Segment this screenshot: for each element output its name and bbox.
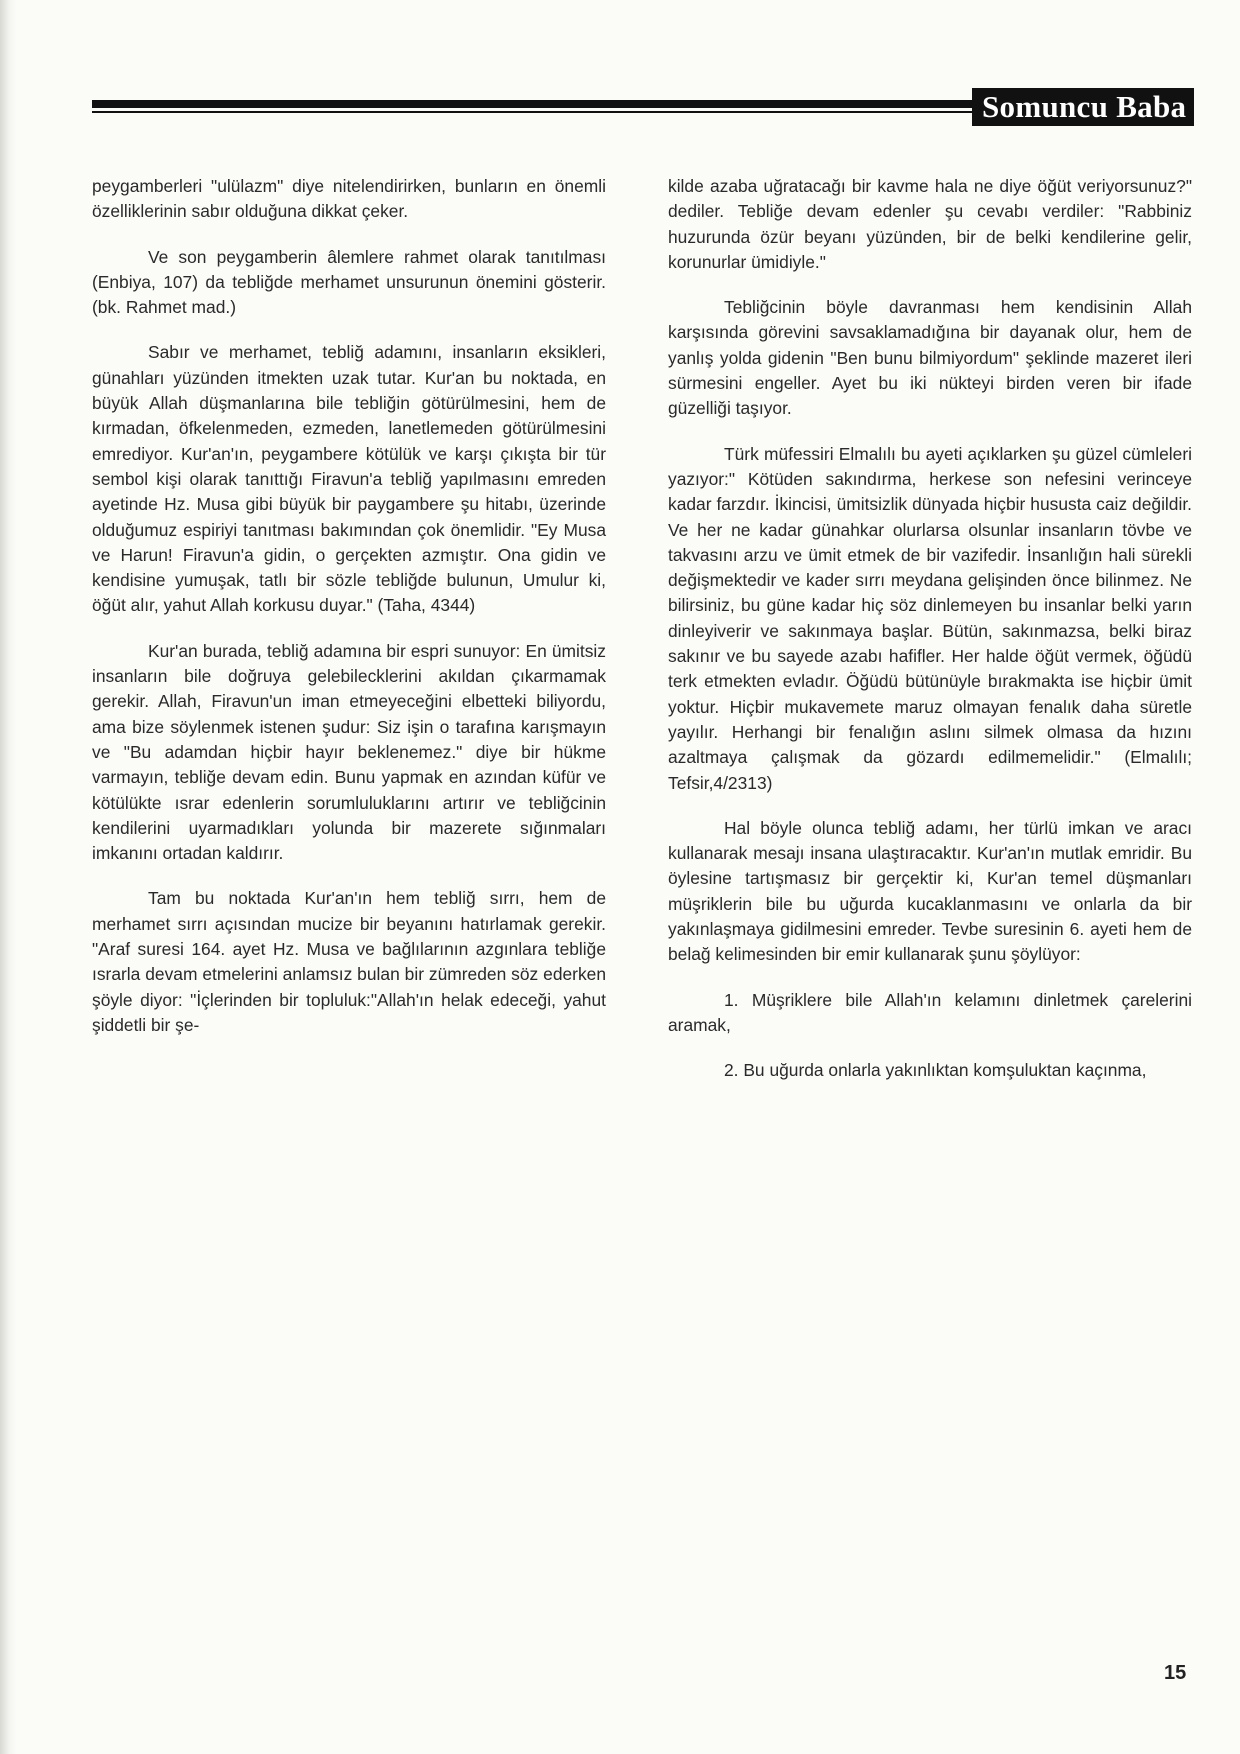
left-paragraph-2: Ve son peygamberin âlemlere rahmet olarak tanıtılması (Enbiya, 107) da tebliğde merhamet unsurunun önemini gösterir. (bk. Rahmet mad.) <box>92 246 606 318</box>
right-paragraph-2: Tebliğcinin böyle davranması hem kendisinin Allah karşısında görevini savsaklamadığına bir dayanak olur, hem de yanlış yolda gidenin "Ben bunu bilmiyordum" şeklinde mazeret ileri sürmesini engeller. Ayet bu iki nükteyi birden veren bir ifade güzelliği taşıyor. <box>668 297 1192 419</box>
magazine-title: Somuncu Baba <box>972 88 1194 126</box>
right-list-item-2: 2. Bu uğurda onlarla yakınlıktan komşuluktan kaçınma, <box>724 1060 1147 1081</box>
right-paragraph-3: Türk müfessiri Elmalılı bu ayeti açıklarken şu güzel cümleleri yazıyor:" Kötüden sakındırma, herkese son nefesini verinceye kadar farzdır. İkincisi, ümitsizlik dünyada hiçbir hususta caiz değildir. Ve her ne kadar günahkar olurlarsa olsunlar insanların tövbe ve takvasını arzu ve ümit etmek de bir vazifedir. İnsanlığın hali sürekli değişmektedir ve kader sırrı meydana gelişinden önce bilinmez. Ne bilirsiniz, bu güne kadar hiç söz dinlemeyen bu insanlar belki yarın dinleyiverir ve sakınmaya başlar. Bütün, sakınmazsa, belki biraz sakınır ve bu sayede azabı hafifler. Her halde öğüt vermek, öğüdü terk etmekten evladır. Öğüdü bütünüyle bırakmakta ise hiçbir ümit yoktur. Hiçbir mukavemete maruz olmayan fenalık daha süretle yayılır. Herhangi bir fenalığın aslını silmek olmasa da hızını azaltmaya çalışmak da gözardı edilmemelidir." (Elmalılı; Tefsir,4/2313) <box>668 443 1192 793</box>
page-edge-shadow <box>0 0 16 1754</box>
header-rule-thin <box>92 111 972 113</box>
left-column <box>92 174 606 1058</box>
page-number: 15 <box>1164 1662 1187 1684</box>
right-paragraph-1: kilde azaba uğratacağı bir kavme hala ne diye öğüt veriyorsunuz?" dediler. Tebliğe devam edenler şu cevabı verdiler: "Rabbiniz huzurunda özür beyanı yüzünden, bir de belki kendilerine gelir, korunurlar ümidiyle." <box>668 176 1192 272</box>
right-paragraph-4: Hal böyle olunca tebliğ adamı, her türlü imkan ve aracı kullanarak mesajı insana ulaştıracaktır. Kur'an'ın mutlak emridir. Bu öylesine tartışmasız bir gerçektir ki, Kur'an temel düşmanları müşriklerin bile bu uğurda kucaklanmasını ve onlarla da bir yakınlaşmaya gidilmesini emreder. Tevbe suresinin 6. ayeti hem de belağ kelimesinden bir emir kullanarak şunu şöylüyor: <box>668 817 1192 965</box>
left-paragraph-4: Kur'an burada, tebliğ adamına bir espri sunuyor: En ümitsiz insanların bile doğruya gelebilecklerini akıldan çıkarmamak gerekir. Allah, Firavun'un iman etmeyeceğini elbetteki biliyordu, ama bize söylenmek istenen şudur: Siz işin o tarafına karışmayın ve "Bu adamdan hiçbir hayır beklenemez." diye bir hükme varmayın, tebliğe devam edin. Bunu yapmak en azından küfür ve kötülükte ısrar edenlerin sorumluluklarını artırır ve tebliğcinin kendilerini uyarmadıkları yolunda bir mazerete sığınmaları imkanını ortadan kaldırır. <box>92 640 606 864</box>
left-paragraph-3: Sabır ve merhamet, tebliğ adamını, insanların eksikleri, günahları yüzünden itmekten uzak tutar. Kur'an bu noktada, en büyük Allah düşmanlarına bile tebliğin götürülmesini, hem de kırmadan, öfkelenmeden, ezmeden, lanetlemeden götürülmesini emrediyor. Kur'an'ın, peygambere kötülük ve karşı çıkışta bir tür sembol kişi olarak tanıttığı Firavun'a tebliğ yapılmasını emreden ayetinde Hz. Musa gibi büyük bir paygambere şu hitabı, üzerinde olduğumuz espiriyi tanıtması bakımından çok önemlidir. "Ey Musa ve Harun! Firavun'a gidin, o gerçekten azmıştır. Ona gidin ve kendisine yumuşak, tatlı bir sözle tebliğde bulunun, Umulur ki, öğüt alır, yahut Allah korkusu duyar." (Taha, 4344) <box>92 342 606 616</box>
left-paragraph-5: Tam bu noktada Kur'an'ın hem tebliğ sırrı, hem de merhamet sırrı açısından mucize bir beyanını hatırlamak gerekir. "Araf suresi 164. ayet Hz. Musa ve bağlılarının azgınlara tebliğe ısrarla devam etmelerini anlamsız bulan bir zümreden söz ederken şöyle diyor: "İçlerinden bir topluluk:"Allah'ın helak edeceği, yahut şiddetli bir şe- <box>92 888 606 1035</box>
header-rule <box>92 100 972 108</box>
left-paragraph-1: peygamberleri "ulülazm" diye nitelendirirken, bunların en önemli özelliklerinin sabır olduğuna dikkat çeker. <box>92 176 606 222</box>
right-column <box>668 174 1192 1104</box>
right-list-item-1: 1. Müşriklere bile Allah'ın kelamını dinletmek çarelerini aramak, <box>668 989 1192 1035</box>
